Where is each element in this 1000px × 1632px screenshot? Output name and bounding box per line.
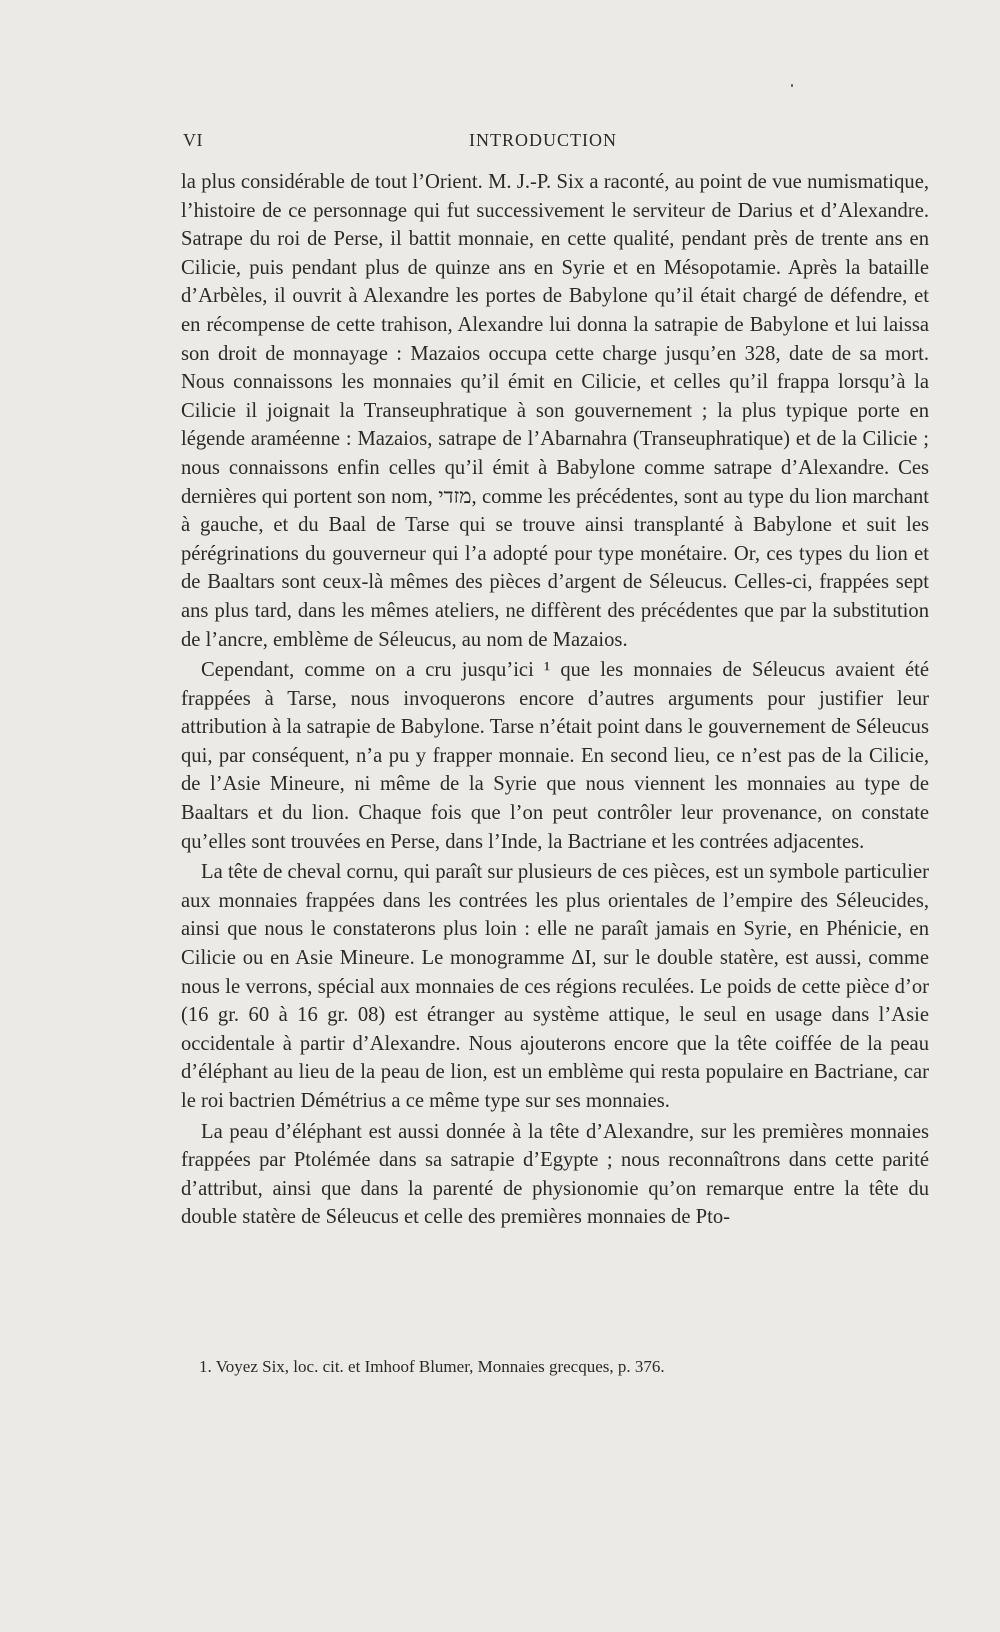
paragraph-4: La peau d’éléphant est aussi donnée à la tête d’Alexandre, sur les premières monnaies frappées par Ptolémée dans sa satrapie d’Egypte ; nous reconnaîtrons dans cette parité d’attribut, ainsi que dans la parenté de physionomie qu’on remarque entre la tête du double statère de Séleucus et celle des premières monnaies de Pto- — [181, 1120, 929, 1229]
paragraph-3: La tête de cheval cornu, qui paraît sur plusieurs de ces pièces, est un symbole particulier aux monnaies frappées dans les contrées les plus orientales de l’empire des Séleucides, ainsi que nous le constaterons plus loin : elle ne paraît jamais en Syrie, en Phénicie, en Cilicie ou en Asie Mineure. Le monogramme ΔΙ, sur le double statère, est aussi, comme nous le verrons, spécial aux monnaies de ces régions reculées. Le poids de cette pièce d’or (16 gr. 60 à 16 gr. 08) est étranger au système attique, le seul en usage dans l’Asie occidentale à partir d’Alexandre. Nous ajouterons encore que la tête coiffée de la peau d’éléphant au lieu de la peau de lion, est un emblème qui resta populaire en Bactriane, car le roi bactrien Démétrius a ce même type sur ses monnaies. — [181, 861, 929, 1112]
running-title: INTRODUCTION — [469, 130, 617, 150]
ink-speck — [791, 84, 793, 87]
paragraph-1: la plus considérable de tout l’Orient. M. J.-P. Six a raconté, au point de vue numismatique, l’histoire de ce personnage qui fut successivement le serviteur de Darius et d’Alexandre. Satrape du roi de Perse, il battit monnaie, en cette qualité, pendant près de trente ans en Cilicie, puis pendant plus de quinze ans en Syrie et en Mésopotamie. Après la bataille d’Arbèles, il ouvrit à Alexandre les portes de Babylone qu’il était chargé de défendre, et en récompense de cette trahison, Alexandre lui donna la satrapie de Babylone et lui laissa son droit de monnayage : Mazaios occupa cette charge jusqu’en 328, date de sa mort. Nous connaissons les monnaies qu’il émit en Cilicie, et celles qu’il frappa lorsqu’à la Cilicie il joignait la Transeuphratique à son gouvernement ; la plus typique porte en légende araméenne : Mazaios, satrape de l’Abarnahra (Transeuphratique) et de la Cilicie ; nous connaissons enfin celles qu’il émit à Babylone comme satrape d’Alexandre. Ces dernières qui portent son nom, מזדי, comme les précédentes, sont au type du lion marchant à gauche, et du Baal de Tarse qui se trouve ainsi transplanté à Babylone et suit les pérégrinations du gouverneur qui l’a adopté pour type monétaire. Or, ces types du lion et de Baaltars sont ceux-là mêmes des pièces d’argent de Séleucus. Celles-ci, frappées sept ans plus tard, dans les mêmes ateliers, ne diffèrent des précédentes que par la substitution de l’ancre, emblème de Séleucus, au nom de Mazaios. — [181, 171, 929, 651]
page-header — [183, 130, 903, 154]
page-number: VI — [183, 130, 203, 150]
footnote: 1. Voyez Six, loc. cit. et Imhoof Blumer, Monnaies grecques, p. 376. — [199, 1357, 665, 1376]
body-text — [181, 168, 929, 1232]
paragraph-2: Cependant, comme on a cru jusqu’ici ¹ que les monnaies de Séleucus avaient été frappées à Tarse, nous invoquerons encore d’autres arguments pour justifier leur attribution à la satrapie de Babylone. Tarse n’était point dans le gouvernement de Séleucus qui, par conséquent, n’a pu y frapper monnaie. En second lieu, ce n’est pas de la Cilicie, de l’Asie Mineure, ni même de la Syrie que nous viennent les monnaies au type de Baaltars et du lion. Chaque fois que l’on peut contrôler leur provenance, on constate qu’elles sont trouvées en Perse, dans l’Inde, la Bactriane et les contrées adjacentes. — [181, 659, 929, 853]
